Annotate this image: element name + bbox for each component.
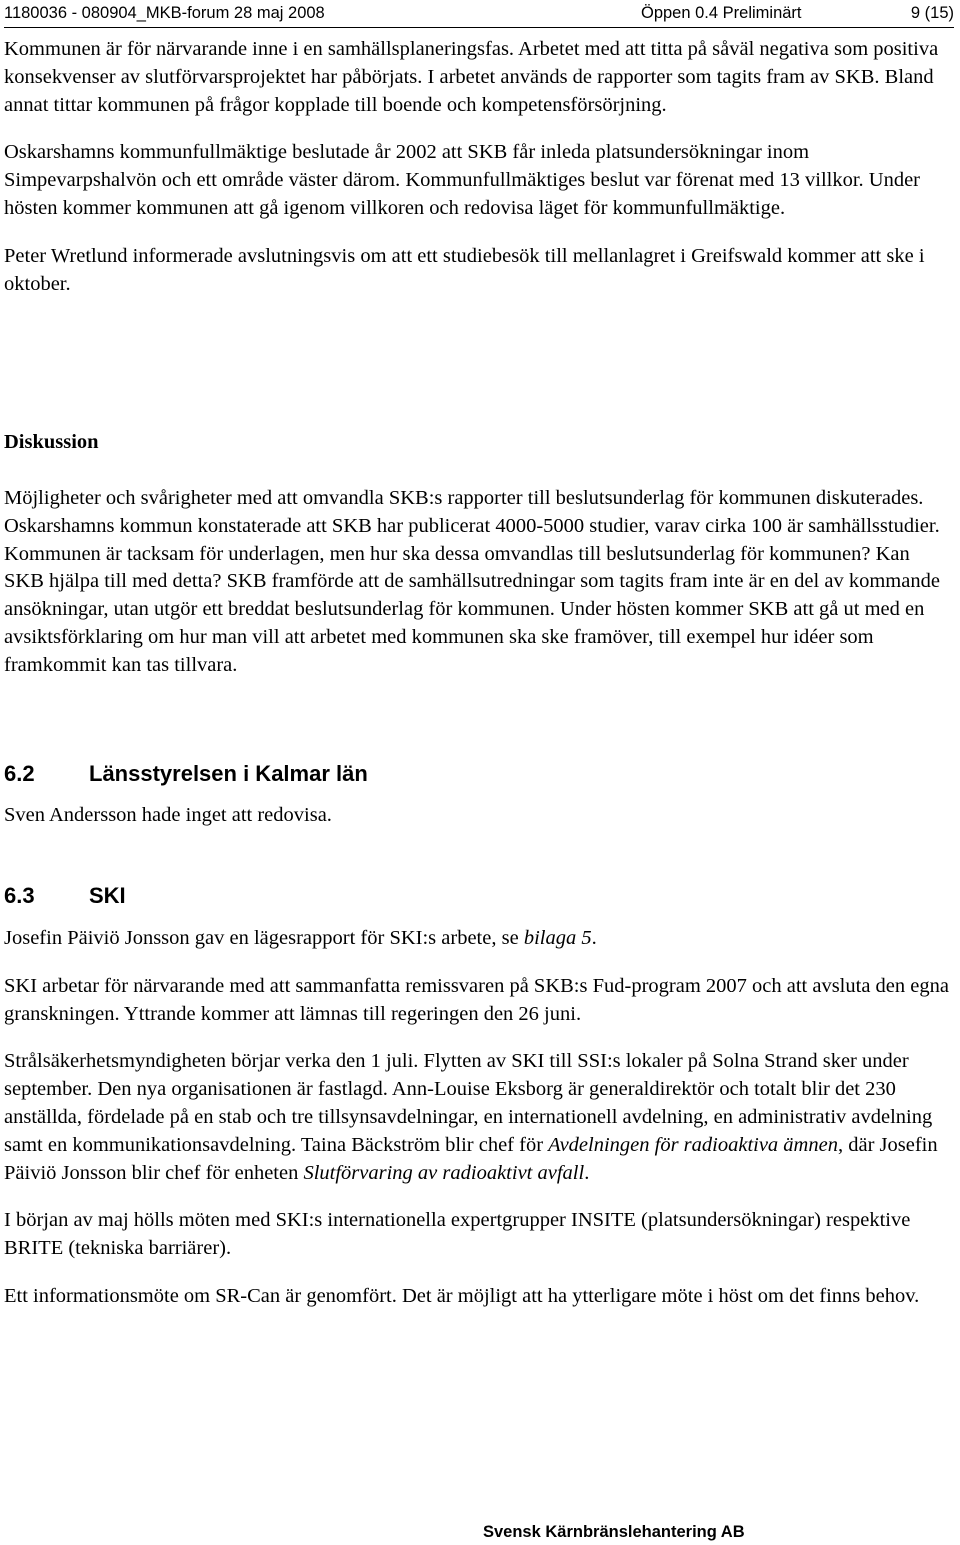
text-run: Josefin Päiviö Jonsson gav en lägesrapport för SKI:s arbete, se (4, 927, 524, 949)
paragraph (4, 1048, 949, 1187)
paragraph: Sven Andersson hade inget att redovisa. (4, 804, 332, 826)
paragraph: I början av maj hölls möten med SKI:s internationella expertgrupper INSITE (platsundersökningar) respektive BRITE (tekniska barriärer). (4, 1209, 911, 1260)
paragraph: Oskarshamns kommunfullmäktige beslutade år 2002 att SKB får inleda platsundersökningar inom Simpevarpshalvön och ett område väster därom. Kommunfullmäktiges beslut var förenat med 13 villkor. Under hösten kommer kommunen att gå igenom villkoren och redovisa läget för kommunfullmäktige. (4, 141, 921, 219)
text-run: , där Josefin Päiviö Jonsson blir chef för enheten (4, 1133, 938, 1184)
document-id: 1180036 - 080904_MKB-forum 28 maj 2008 (4, 4, 325, 22)
section-title: SKI (89, 883, 126, 908)
paragraph (4, 925, 949, 953)
unit-name: Slutförvaring av radioaktivt avfall (303, 1161, 585, 1184)
section-number: 6.3 (4, 883, 35, 908)
intro-section (4, 36, 949, 318)
paragraph: Ett informationsmöte om SR-Can är genomfört. Det är möjligt att ha ytterligare möte i höst om det finns behov. (4, 1284, 920, 1307)
text-run: . (584, 1161, 590, 1184)
paragraph: SKI arbetar för närvarande med att sammanfatta remissvaren på SKB:s Fud-program 2007 och att avsluta den egna granskningen. Yttrande kommer att lämnas till regeringen den 26 juni. (4, 974, 949, 1025)
paragraph: Kommunen är för närvarande inne i en samhällsplaneringsfas. Arbetet med att titta på såväl negativa som positiva konsekvenser av slutförvarsprojektet har påbörjats. I arbetet används de rapporter som tagits fram av SKB. Bland annat tittar kommunen på frågor kopplade till boende och kompetensförsörjning. (4, 38, 939, 116)
section-title: Länsstyrelsen i Kalmar län (89, 761, 368, 786)
diskussion-heading: Diskussion (4, 431, 99, 453)
section-6-3-body (4, 925, 949, 1331)
document-status: Öppen 0.4 Preliminärt (641, 4, 802, 22)
page-number: 9 (15) (910, 4, 954, 22)
attachment-reference: bilaga 5 (523, 927, 592, 949)
paragraph: Möjligheter och svårigheter med att omvandla SKB:s rapporter till beslutsunderlag för kommunen diskuterades. Oskarshamns kommun konstaterade att SKB har publicerat 4000-5000 studier, varav cirka 100 är samhällsstudier. Kommunen är tacksam för underlagen, men hur ska dessa omvandlas till beslutsunderlag för kommunen? Kan SKB hjälpa till med detta? SKB framförde att de samhällsutredningar som tagits fram inte är en del av kommande ansökningar, utan utgör ett breddat beslutsunderlag för kommunen. Under hösten kommer SKB att gå ut med en avsiktsförklaring om hur man vill att arbetet med kommunen ska ske framöver, till exempel hur idéer som framkommit kan tas tillvara. (4, 487, 940, 676)
text-run: . (591, 927, 597, 949)
page-footer: Svensk Kärnbränslehantering AB (483, 1523, 745, 1541)
page-header (4, 2, 954, 26)
paragraph: Peter Wretlund informerade avslutningsvis om att ett studiebesök till mellanlagret i Greifswald kommer att ske i oktober. (4, 244, 925, 295)
section-6-2-body (4, 802, 949, 850)
section-heading-6-2 (4, 760, 368, 788)
diskussion-section (4, 485, 949, 680)
section-heading-6-3 (4, 882, 126, 910)
department-name: Avdelningen för radioaktiva ämnen (548, 1133, 838, 1156)
text-run: Strålsäkerhetsmyndigheten börjar verka den 1 juli. Flytten av SKI till SSI:s lokaler på Solna Strand sker under september. Den nya organisationen är fastlagd. Ann-Louise Eksborg är generaldirektör och totalt blir det 230 anställda, fördelade på en stab och tre tillsynsavdelningar, en internationell avdelning, en administrativ avdelning samt en kommunikationsavdelning. Taina Bäckström blir chef för (4, 1050, 933, 1156)
header-rule (4, 27, 954, 28)
section-number: 6.2 (4, 761, 35, 786)
